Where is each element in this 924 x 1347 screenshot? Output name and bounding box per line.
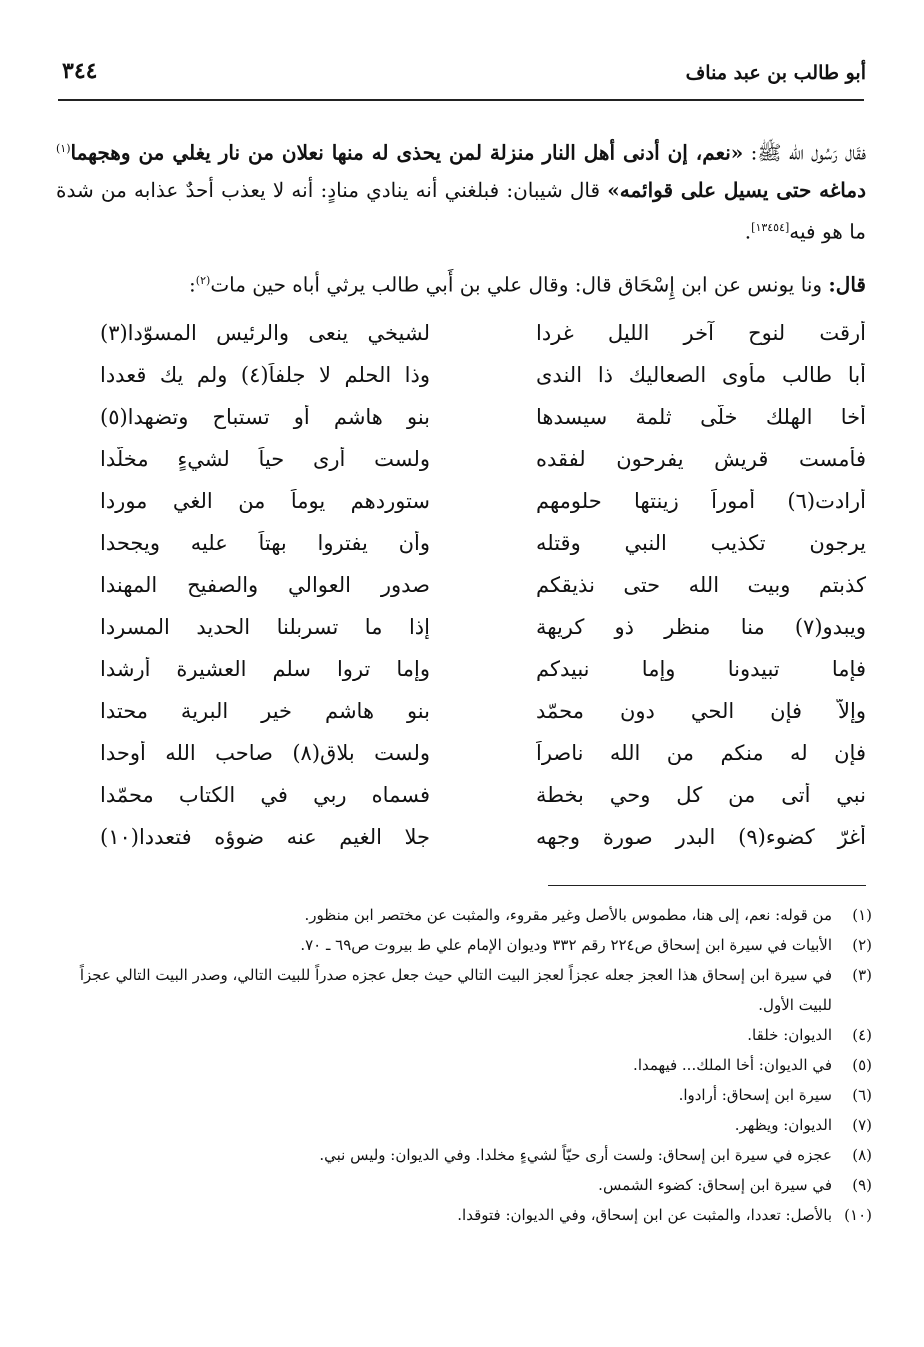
footnote-number: (٤)	[852, 1026, 872, 1044]
poem-verse	[60, 480, 866, 522]
second-hemistich: وإما تروا سلم العشيرة أرشدا	[100, 657, 430, 681]
first-hemistich: نبي أتى من كل وحي بخطة	[536, 783, 866, 807]
hadith-reference: [١٣٤٥٤]	[751, 220, 790, 234]
footnote	[56, 1110, 872, 1140]
poem-verse	[60, 774, 866, 816]
footnote-mark: (٢)	[195, 274, 211, 287]
first-hemistich: أرقت لنوح آخر الليل غردا	[536, 321, 866, 345]
second-hemistich: ولست بلاقٍ(٨) صاحب الله أوحدا	[100, 741, 430, 765]
intro-lead: فقَال رَسُول الله ﷺ:	[743, 140, 866, 165]
poem-verse	[60, 396, 866, 438]
poem	[60, 312, 866, 858]
poem-verse	[60, 312, 866, 354]
first-hemistich: أرادت(٦) أموراً زينتها حلومهم	[536, 489, 866, 513]
second-hemistich: فسماه ربي في الكتاب محمّدا	[100, 783, 430, 807]
second-hemistich: إذا ما تسربلنا الحديد المسردا	[100, 615, 430, 639]
first-hemistich: وإلاّ فإن الحي دون محمّد	[536, 699, 866, 723]
chain-end: :	[189, 272, 196, 297]
second-hemistich: ولست أرى حياً لشيءٍ مخلّدا	[100, 447, 430, 471]
poem-verse	[60, 438, 866, 480]
narration-chain	[56, 262, 866, 304]
intro-rest: قال شيبان: فبلغني أنه ينادي منادٍ: أنه لا يعذب أحدٌ عذابه من شدة ما هو فيه	[56, 177, 866, 244]
first-hemistich: فأمست قريش يفرحون لفقده	[536, 447, 866, 471]
footnote-divider	[548, 885, 866, 886]
footnote	[56, 1170, 872, 1200]
hadith-quote-end: دماغه حتى يسيل على قوائمه»	[607, 177, 867, 202]
first-hemistich: فإن له منكم من الله ناصراً	[536, 741, 866, 765]
footnote-number: (٣)	[852, 966, 872, 984]
footnote	[56, 1020, 872, 1050]
chain-lead: قال:	[828, 272, 866, 297]
hadith-quote: «نعم، إن أدنى أهل النار منزلة لمن يحذى له منها نعلان من نار يغلي من وهجهما	[70, 140, 744, 165]
footnote-number: (٢)	[852, 936, 872, 954]
second-hemistich: صدور العوالي والصفيح المهندا	[100, 573, 430, 597]
footnote-number: (١)	[852, 906, 872, 924]
footnote	[56, 930, 872, 960]
poem-verse	[60, 606, 866, 648]
second-hemistich: ستوردهم يوماً من الغي موردا	[100, 489, 430, 513]
footnote	[56, 1050, 872, 1080]
intro-paragraph	[56, 130, 866, 250]
poem-verse	[60, 354, 866, 396]
first-hemistich: أبا طالب مأوى الصعاليك ذا الندى	[536, 363, 866, 387]
footnote-number: (٨)	[852, 1146, 872, 1164]
footnotes	[56, 900, 872, 1230]
footnote-number: (١٠)	[844, 1206, 872, 1224]
footnote-text: من قوله: نعم، إلى هنا، مطموس بالأصل وغير مقروء، والمثبت عن مختصر ابن منظور.	[304, 906, 832, 924]
first-hemistich: يرجون تكذيب النبي وقتله	[536, 531, 866, 555]
footnote	[56, 1080, 872, 1110]
second-hemistich: وذا الحلم لا جلفاً(٤) ولم يك قعددا	[100, 363, 430, 387]
second-hemistich: بنو هاشم أو تستباح وتضهدا(٥)	[100, 405, 430, 429]
poem-verse	[60, 522, 866, 564]
first-hemistich: فإما تبيدونا وإما نبيدكم	[536, 657, 866, 681]
intro-end: .	[744, 219, 752, 244]
second-hemistich: جلا الغيم عنه ضوؤه فتعددا(١٠)	[100, 825, 430, 849]
footnote-text: الديوان: خلقا.	[747, 1026, 832, 1044]
footnote	[56, 960, 872, 1020]
first-hemistich: أخا الهلك خلّى ثلمة سيسدها	[536, 405, 866, 429]
first-hemistich: كذبتم وبيت الله حتى نذيقكم	[536, 573, 866, 597]
header-divider	[58, 99, 864, 101]
poem-verse	[60, 690, 866, 732]
footnote-text: الديوان: ويظهر.	[734, 1116, 832, 1134]
footnote-text: عجزه في سيرة ابن إسحاق: ولست أرى حيّاً لشيءٍ مخلدا. وفي الديوان: وليس نبي.	[319, 1146, 832, 1164]
poem-verse	[60, 648, 866, 690]
footnote-number: (٩)	[852, 1176, 872, 1194]
second-hemistich: وأن يفتروا بهتاً عليه ويجحدا	[100, 531, 430, 555]
poem-verse	[60, 564, 866, 606]
second-hemistich: لشيخي ينعى والرئيس المسوّدا(٣)	[100, 321, 430, 345]
first-hemistich: ويبدو(٧) منا منظر ذو كريهة	[536, 615, 866, 639]
footnote-text: في سيرة ابن إسحاق هذا العجز جعله عجزاً لعجز البيت التالي حيث جعل عجزه صدراً للبيت التالي، وصدر البيت التالي عجزاً للبيت الأول.	[79, 966, 832, 1014]
running-title: أبو طالب بن عبد مناف	[685, 62, 866, 84]
poem-verse	[60, 816, 866, 858]
footnote-text: سيرة ابن إسحاق: أرادوا.	[678, 1086, 832, 1104]
footnote-text: في سيرة ابن إسحاق: كضوء الشمس.	[598, 1176, 832, 1194]
footnote	[56, 1140, 872, 1170]
footnote-number: (٧)	[852, 1116, 872, 1134]
footnote-mark: (١)	[56, 142, 71, 155]
footnote-text: الأبيات في سيرة ابن إسحاق ص٢٢٤ رقم ٣٣٢ وديوان الإمام علي ط بيروت ص٦٩ ـ ٧٠.	[300, 936, 832, 954]
footnote-text: بالأصل: تعددا، والمثبت عن ابن إسحاق، وفي الديوان: فتوقدا.	[457, 1206, 832, 1224]
page-number: ٣٤٤	[62, 58, 98, 84]
footnote	[56, 900, 872, 930]
footnote-number: (٦)	[852, 1086, 872, 1104]
chain-text: ونا يونس عن ابن إِسْحَاق قال: وقال علي بن أَبي طالب يرثي أباه حين مات	[210, 272, 829, 297]
first-hemistich: أغرّ كضوء(٩) البدر صورة وجهه	[536, 825, 866, 849]
footnote-text: في الديوان: أخا الملك... فيهمدا.	[633, 1056, 832, 1074]
footnote-number: (٥)	[852, 1056, 872, 1074]
poem-verse	[60, 732, 866, 774]
footnote	[56, 1200, 872, 1230]
second-hemistich: بنو هاشم خير البرية محتدا	[100, 699, 430, 723]
